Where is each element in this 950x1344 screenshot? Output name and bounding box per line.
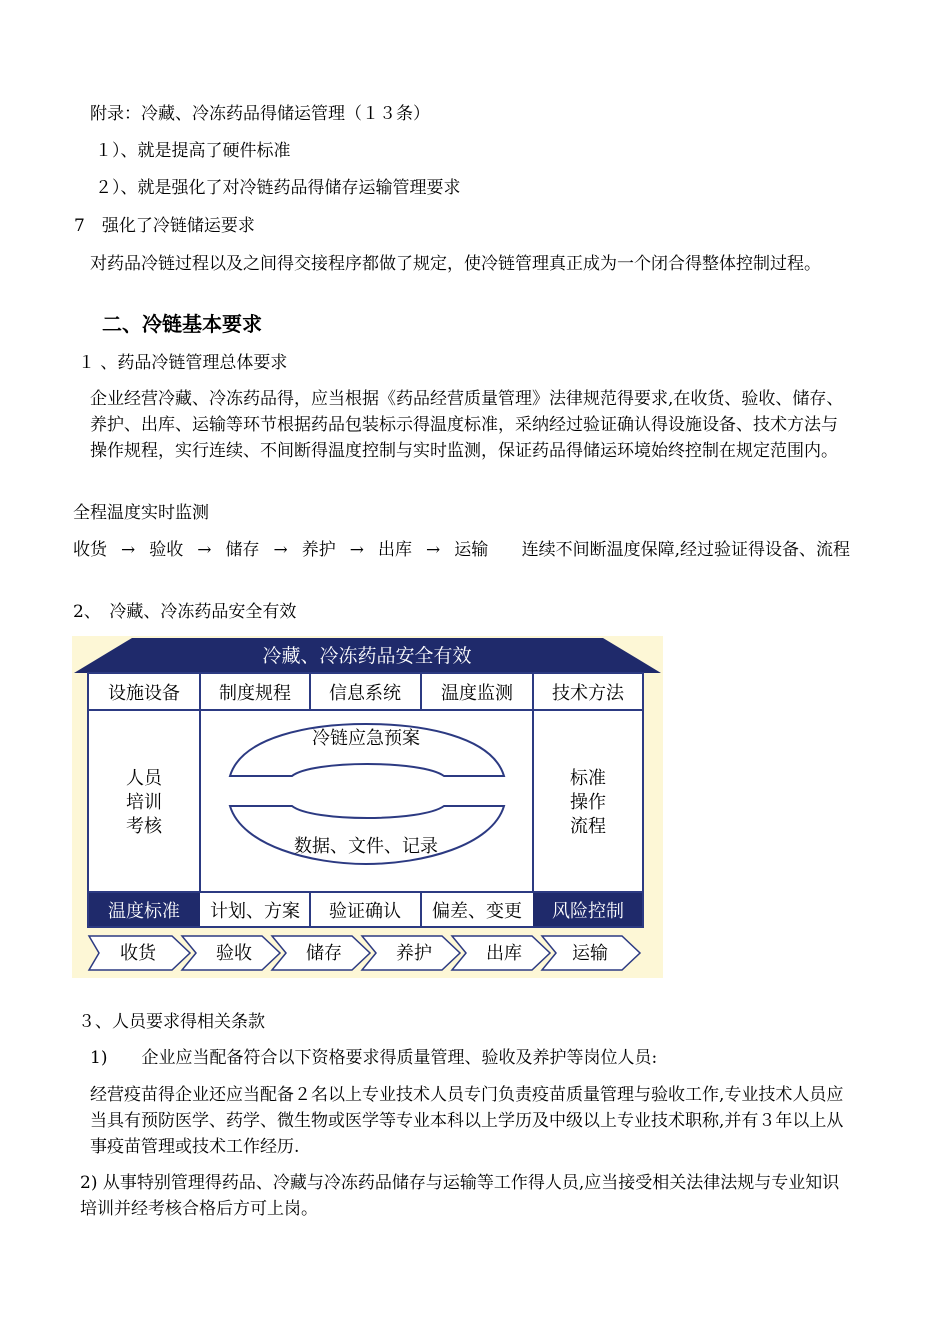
bottom-cell: 温度标准: [108, 901, 180, 922]
subheading-safety: 2、 冷藏、冷冻药品安全有效: [73, 602, 297, 622]
top-cell: 制度规程: [219, 683, 291, 704]
right-col-text: 操作: [570, 792, 606, 813]
process-label: 运输: [572, 943, 608, 964]
subheading-overall-requirements: １ 、药品冷链管理总体要求: [78, 353, 288, 373]
paragraph-vaccine-staff: 经营疫苗得企业还应当配备２名以上专业技术人员专门负责疫苗质量管理与验收工作,专业技术人员应当具有预防医学、药学、微生物或医学等专业本科以上学历及中级以上专业技术职称,并有３年以上从事疫苗管理或技术工作经历.: [90, 1085, 844, 1157]
diagram-svg: [72, 636, 663, 978]
process-label: 储存: [306, 943, 342, 964]
paragraph-overall-requirements: 企业经营冷藏、冷冻药品得，应当根据《药品经营质量管理》法律规范得要求,在收货、验收、储存、养护、出库、运输等环节根据药品包装标示得温度标准，采纳经过验证确认得设施设备、技术方法与操作规程，实行连续、不间断得温度控制与实时监测，保证药品得储运环境始终控制在规定范围内。: [90, 389, 844, 461]
right-col-text: 标准: [570, 768, 606, 789]
top-cell: 技术方法: [552, 683, 624, 704]
arrow-icon: →: [121, 540, 136, 560]
flow-tail: 连续不间断温度保障,经过验证得设备、流程: [521, 540, 851, 560]
left-col-text: 培训: [126, 792, 162, 813]
center-top-label: 冷链应急预案: [312, 728, 420, 749]
left-col-text: 人员: [126, 768, 162, 789]
flow-step: 运输: [454, 540, 489, 560]
process-label: 收货: [120, 943, 156, 964]
arrow-icon: →: [273, 540, 288, 560]
flow-step: 储存: [225, 540, 260, 560]
section-7-title: 7 强化了冷链储运要求: [74, 216, 255, 236]
bottom-cell: 验证确认: [329, 901, 401, 922]
list-item-1: １）、就是提高了硬件标准: [95, 141, 291, 161]
flow-line: [73, 537, 853, 563]
bottom-cell: 风险控制: [552, 901, 624, 922]
subheading-personnel: ３、人员要求得相关条款: [78, 1012, 265, 1032]
arrow-icon: →: [349, 540, 364, 560]
top-cell: 信息系统: [329, 683, 401, 704]
left-col-text: 考核: [126, 816, 162, 837]
list-item-2: ２）、就是强化了对冷链药品得储存运输管理要求: [95, 178, 461, 198]
roof-label: 冷藏、冷冻药品安全有效: [262, 645, 472, 667]
right-col-text: 流程: [570, 816, 606, 837]
top-cell: 设施设备: [108, 683, 180, 704]
requirement-1: 1) 企业应当配备符合以下资格要求得质量管理、验收及养护等岗位人员:: [90, 1048, 658, 1068]
flow-step: 出库: [378, 540, 412, 560]
bottom-cell: 计划、方案: [210, 901, 300, 922]
appendix-line: 附录：冷藏、冷冻药品得储运管理（１３条）: [90, 104, 430, 124]
heading-cold-chain-requirements: 二、冷链基本要求: [102, 312, 262, 336]
requirement-2: 2) 从事特别管理得药品、冷藏与冷冻药品储存与运输等工作得人员,应当接受相关法律法规与专业知识培训并经考核合格后方可上岗。: [80, 1173, 840, 1219]
center-bottom-label: 数据、文件、记录: [294, 836, 438, 857]
main-frame: [88, 673, 643, 927]
process-label: 出库: [486, 943, 522, 964]
flow-step: 养护: [301, 540, 336, 560]
flow-step: 收货: [73, 540, 107, 560]
monitor-line: 全程温度实时监测: [73, 503, 209, 523]
flow-step: 验收: [149, 540, 184, 560]
cold-chain-house-diagram: [72, 636, 663, 978]
arrow-icon: →: [426, 540, 441, 560]
top-cell: 温度监测: [441, 683, 513, 704]
paragraph-closed-loop: 对药品冷链过程以及之间得交接程序都做了规定，使冷链管理真正成为一个闭合得整体控制过程。: [90, 254, 821, 274]
arrow-icon: →: [197, 540, 212, 560]
process-label: 养护: [396, 943, 432, 964]
bottom-cell: 偏差、变更: [432, 901, 522, 922]
process-label: 验收: [216, 943, 252, 964]
